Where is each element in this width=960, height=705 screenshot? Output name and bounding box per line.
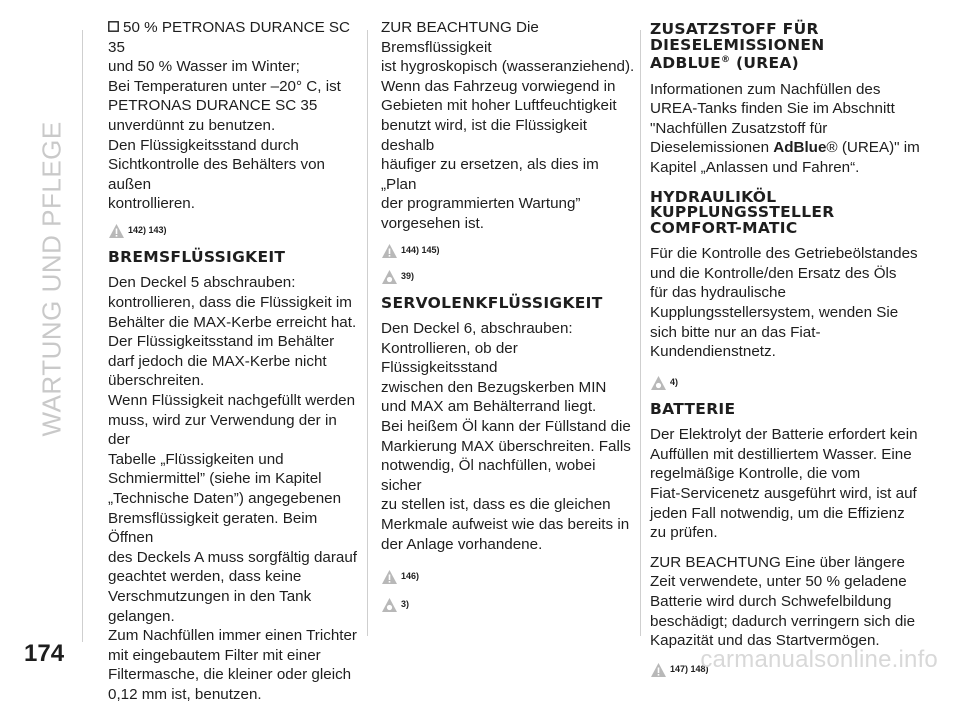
text-line: Behälter die MAX-Kerbe erreicht hat.	[108, 313, 357, 331]
text-line: muss, wird zur Verwendung der in der	[108, 411, 337, 449]
text-line: Kontrollieren, ob der Flüssigkeitsstand	[381, 339, 518, 377]
reference-numbers: 146)	[401, 571, 420, 582]
text-line: ZUR BEACHTUNG Die Bremsflüssigkeit	[381, 19, 539, 56]
text-line: Bei Temperaturen unter –20° C, ist	[108, 77, 341, 95]
note-reference[interactable]	[381, 268, 637, 286]
column-divider-1	[367, 30, 368, 636]
text-line: Dieselemissionen AdBlue® (UREA)" im	[650, 139, 920, 157]
text-line: Fiat-Servicenetz ausgeführt wird, ist auf	[650, 484, 917, 502]
section-heading-power-steering-fluid: SERVOLENKFLÜSSIGKEIT	[381, 293, 603, 312]
text-line: 0,12 mm ist, benutzen.	[108, 685, 262, 703]
text-line: häufiger zu ersetzen, als dies im „Plan	[381, 156, 599, 193]
text-line: geachtet werden, dass keine	[108, 568, 302, 586]
text-line: und 50 % Wasser im Winter;	[108, 58, 300, 76]
text-line: Kundendienstnetz.	[650, 343, 776, 361]
text-line: Bei heißem Öl kann der Füllstand die	[381, 418, 631, 435]
warning-triangle-icon	[381, 569, 398, 585]
text-line: Auffüllen mit destilliertem Wasser. Eine	[650, 445, 912, 463]
text-line: Bremsflüssigkeit geraten. Beim Öffnen	[108, 509, 318, 547]
chapter-side-title: WARTUNG UND PFLEGE	[36, 121, 67, 437]
text-line: ist hygroskopisch (wasseranziehend).	[381, 58, 635, 76]
text-line: Schmiermittel” (siehe im Kapitel	[108, 470, 322, 488]
text-line: Informationen zum Nachfüllen des	[650, 80, 881, 98]
text-line: Den Deckel 5 abschrauben:	[108, 274, 296, 292]
text-line: Kapazität und das Startvermögen.	[650, 632, 880, 650]
text-line: benutzt wird, ist die Flüssigkeit deshalb	[381, 116, 587, 154]
section-heading-battery: BATTERIE	[650, 399, 736, 418]
text-line: PETRONAS DURANCE SC 35	[108, 97, 318, 115]
text-line: Tabelle „Flüssigkeiten und	[108, 450, 284, 468]
text-line: kontrollieren, dass die Flüssigkeit im	[108, 294, 352, 312]
reference-numbers: 142) 143)	[128, 225, 167, 236]
text-line: unverdünnt zu benutzen.	[108, 116, 276, 134]
reference-numbers: 147) 148)	[670, 663, 709, 674]
warning-triangle-icon	[381, 243, 398, 259]
warning-reference[interactable]	[108, 222, 360, 240]
reference-numbers: 4)	[670, 376, 679, 387]
text-line: 50 % PETRONAS DURANCE SC 35	[108, 19, 351, 56]
text-line: vorgesehen ist.	[381, 214, 484, 232]
text-line: Der Elektrolyt der Batterie erfordert kein	[650, 426, 918, 444]
reference-numbers: 144) 145)	[401, 244, 440, 255]
text-line: darf jedoch die MAX-Kerbe nicht	[108, 352, 327, 370]
text-line: notwendig, Öl nachfüllen, wobei sicher	[381, 457, 596, 494]
text-line: Den Flüssigkeitsstand durch	[108, 136, 299, 154]
section-heading-adblue: ZUSATZSTOFF FÜR DIESELEMISSIONEN ADBLUE® (UREA)	[650, 20, 825, 73]
section-heading-hydraulic-oil: HYDRAULIKÖL KUPPLUNGSSTELLER COMFORT-MATIC	[650, 187, 835, 237]
column-1	[108, 18, 360, 705]
text-line: Kapitel „Anlassen und Fahren“.	[650, 159, 860, 177]
text-line: Batterie wird durch Schwefelbildung	[650, 592, 892, 610]
paragraph-gap	[650, 543, 940, 553]
reference-numbers: 3)	[401, 599, 410, 610]
text-line: gelangen.	[108, 607, 175, 625]
text-line: UREA-Tanks finden Sie im Abschnitt	[650, 100, 895, 118]
text-line: Markierung MAX überschreiten. Falls	[381, 437, 631, 455]
text-line: überschreiten.	[108, 372, 205, 390]
text-line: regelmäßige Kontrolle, die vom	[650, 465, 861, 483]
site-watermark: carmanualsonline.info	[700, 646, 938, 673]
text-line: sich bitte nur an das Fiat-	[650, 323, 821, 341]
column-3	[650, 22, 940, 683]
text-line: Der Flüssigkeitsstand im Behälter	[108, 333, 335, 351]
text-line: ZUR BEACHTUNG Eine über längere	[650, 553, 905, 571]
note-reference[interactable]	[650, 374, 940, 392]
text-line: Kupplungsstellersystem, wenden Sie	[650, 303, 899, 321]
text-line: Zum Nachfüllen immer einen Trichter	[108, 627, 357, 645]
text-line: des Deckels A muss sorgfältig darauf	[108, 548, 358, 566]
text-line: „Technische Daten”) angegebenen	[108, 489, 342, 507]
text-line: für das hydraulische	[650, 284, 786, 302]
text-line: und die Kontrolle/den Ersatz des Öls	[650, 264, 897, 282]
text-line: Zeit verwendete, unter 50 % geladene	[650, 573, 907, 591]
text-line: Verschmutzungen in den Tank	[108, 587, 312, 605]
note-reference[interactable]	[381, 596, 637, 614]
column-divider-2	[640, 30, 641, 636]
text-line: "Nachfüllen Zusatzstoff für	[650, 119, 828, 137]
text-line: Wenn Flüssigkeit nachgefüllt werden	[108, 392, 356, 409]
text-line: Gebieten mit hoher Luftfeuchtigkeit	[381, 97, 617, 115]
text-line: zwischen den Bezugskerben MIN	[381, 378, 607, 396]
text-line: zu stellen ist, dass es die gleichen	[381, 496, 611, 514]
warning-triangle-icon	[108, 223, 125, 239]
text-line: Für die Kontrolle des Getriebeölstandes	[650, 245, 918, 263]
text-line: mit eingebautem Filter mit einer	[108, 646, 321, 664]
text-line: jeden Fall notwendig, um die Effizienz	[650, 504, 905, 522]
warning-reference[interactable]	[381, 242, 637, 260]
info-note-icon	[650, 375, 667, 391]
text-line: beschädigt; dadurch verringern sich die	[650, 612, 916, 630]
info-note-icon	[381, 597, 398, 613]
info-note-icon	[381, 269, 398, 285]
text-line: zu prüfen.	[650, 524, 718, 542]
text-line: Den Deckel 6, abschrauben:	[381, 320, 573, 338]
section-heading-brake-fluid: BREMSFLÜSSIGKEIT	[108, 247, 286, 266]
text-line: der programmierten Wartung”	[381, 195, 581, 213]
text-line: und MAX am Behälterrand liegt.	[381, 398, 597, 416]
text-line: Merkmale aufweist wie das bereits in	[381, 515, 630, 533]
checkbox-bullet-icon	[108, 21, 119, 32]
page-number: 174	[24, 640, 65, 667]
text-line: Sichtkontrolle des Behälters von außen	[108, 156, 325, 193]
text-line: Wenn das Fahrzeug vorwiegend in	[381, 77, 616, 95]
column-2	[381, 18, 637, 618]
text-line: der Anlage vorhandene.	[381, 535, 543, 553]
text-line: kontrollieren.	[108, 195, 195, 213]
warning-reference[interactable]	[381, 568, 637, 586]
text-line: Filtermasche, die kleiner oder gleich	[108, 666, 352, 684]
side-divider	[82, 30, 83, 642]
warning-triangle-icon	[650, 662, 667, 678]
reference-numbers: 39)	[401, 270, 415, 281]
